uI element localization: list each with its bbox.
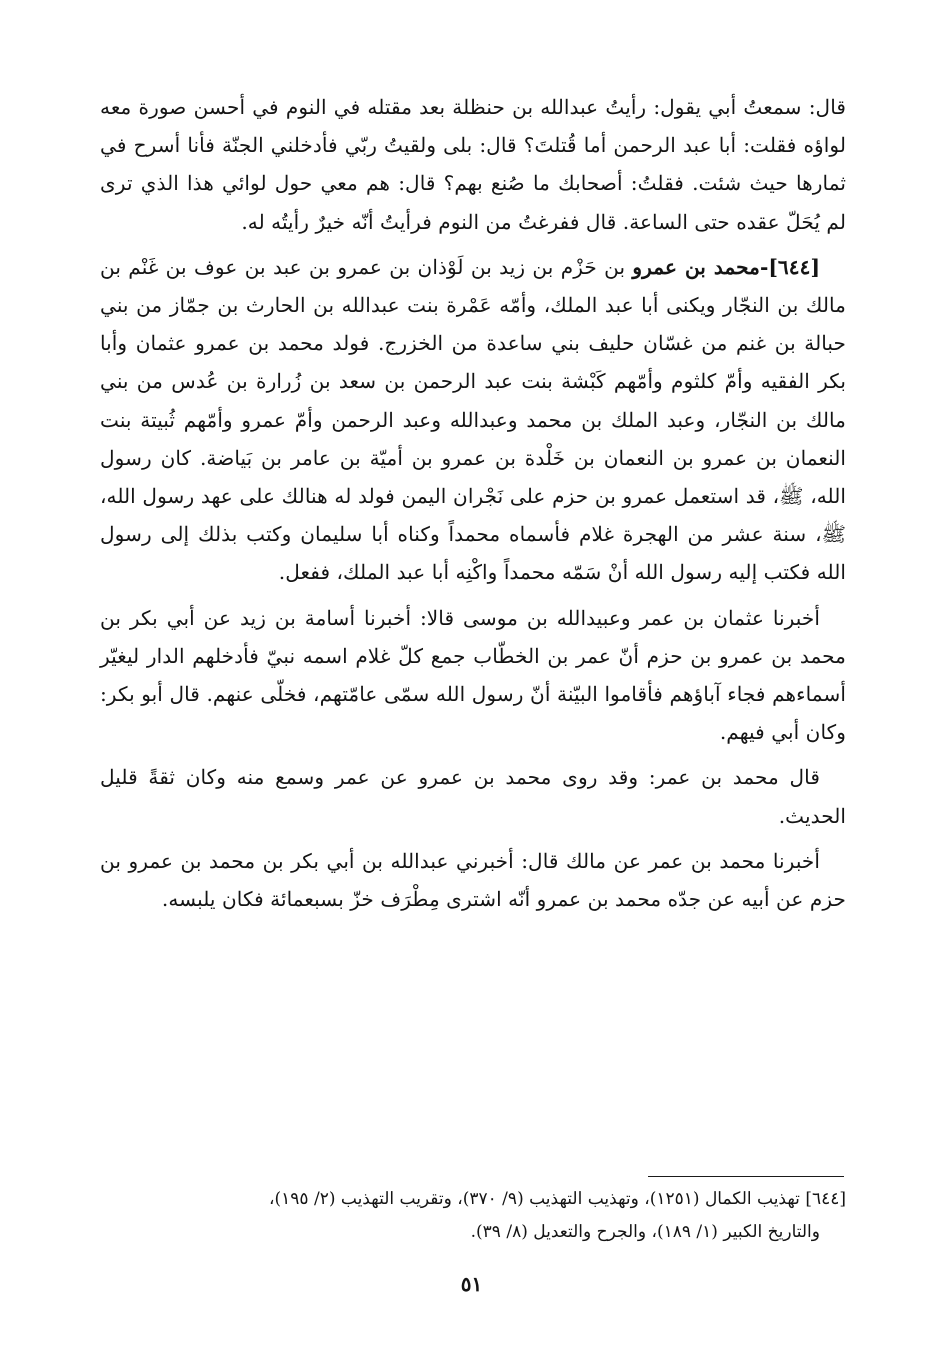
- footnote-divider: [648, 1176, 844, 1177]
- paragraph-names-report: أخبرنا عثمان بن عمر وعبيدالله بن موسى قالا: أخبرنا أسامة بن زيد عن أبي بكر بن محمد بن عمرو بن حزم أنّ عمر بن الخطّاب جمع كلّ غلام اسمه نبيّ فأدخلهم الدار ليغيّر أسماءهم فجاء آباؤهم فأقاموا البيّنة أنّ رسول الله سمّى عامّتهم، فخلّى عنهم. قال أبو بكر: وكان أبي فيهم.: [100, 605, 846, 745]
- page-body: [100, 88, 846, 918]
- page-number: ٥١: [460, 1272, 483, 1296]
- paragraph-garment-report: أخبرنا محمد بن عمر عن مالك قال: أخبرني عبدالله بن أبي بكر بن محمد بن عمرو بن حزم عن أبيه عن جدّه محمد بن عمرو أنّه اشترى مِطْرَف خزّ بسبعمائة فكان يلبسه.: [100, 848, 846, 912]
- entry-name: محمد بن عمرو: [632, 254, 760, 279]
- footnote-line-1: [٦٤٤] تهذيب الكمال (١٢٥١)، وتهذيب التهذيب (٩/ ٣٧٠)، وتقريب التهذيب (٢/ ١٩٥)،: [269, 1189, 846, 1209]
- paragraph-dream-narration: قال: سمعتُ أبي يقول: رأيتُ عبدالله بن حنظلة بعد مقتله في النوم في أحسن صورة معه لواؤه فقلت: أبا عبد الرحمن أما قُتلتَ؟ قال: بلى ولقيتُ ربّي فأدخلني الجنّة فأنا أسرح في ثمارها حيث شئت. فقلتُ: أصحابك ما صُنع بهم؟ قال: هم معي حول لوائي هذا الذي ترى لم يُحَلّ عقده حتى الساعة. قال ففرغتُ من النوم فرأيتُ أنّه خيرٌ رأيتُه له.: [100, 95, 846, 234]
- paragraph-biography-entry: [100, 248, 846, 592]
- entry-number: [٦٤٤]-: [759, 254, 820, 279]
- footnote-line-2: والتاريخ الكبير (١/ ١٨٩)، والجرح والتعديل (٨/ ٣٩).: [470, 1222, 820, 1242]
- paragraph-narrator-note: قال محمد بن عمر: وقد روى محمد بن عمرو عن عمر وسمع منه وكان ثقةً قليل الحديث.: [100, 765, 846, 828]
- footnote: [100, 1183, 846, 1249]
- entry-text: بن حَزْم بن زيد بن لَوْذان بن عمرو بن عبد بن عوف بن غَنْم بن مالك بن النجّار ويكنى أبا عبد الملك، وأمّه عَمْرة بنت عبدالله بن الحارث بن جمّاز من بني حبالة بن غنم من غسّان حليف بني ساعدة من الخزرج. فولد محمد بن عمرو عثمان وأبا بكر الفقيه وأمّ كلثوم وأمّهم كَبْشة بنت عبد الرحمن بن سعد بن زُرارة بن عُدس من بني مالك بن النجّار، وعبد الملك بن محمد وعبدالله وعبد الرحمن وأمّ عمرو وأمّهم ثُبيتة بنت النعمان بن عمرو بن النعمان بن خَلْدة بن عمرو بن أميّة بن عامر بن بَياضة. كان رسول الله، ﷺ، قد استعمل عمرو بن حزم على نَجْران اليمن فولد له هنالك على عهد رسول الله، ﷺ، سنة عشر من الهجرة غلام فأسماه محمداً وكناه أبا سليمان وكتب بذلك إلى رسول الله فكتب إليه رسول الله أنْ سَمّه محمداً واكْنِه أبا عبد الملك، ففعل.: [100, 254, 846, 585]
